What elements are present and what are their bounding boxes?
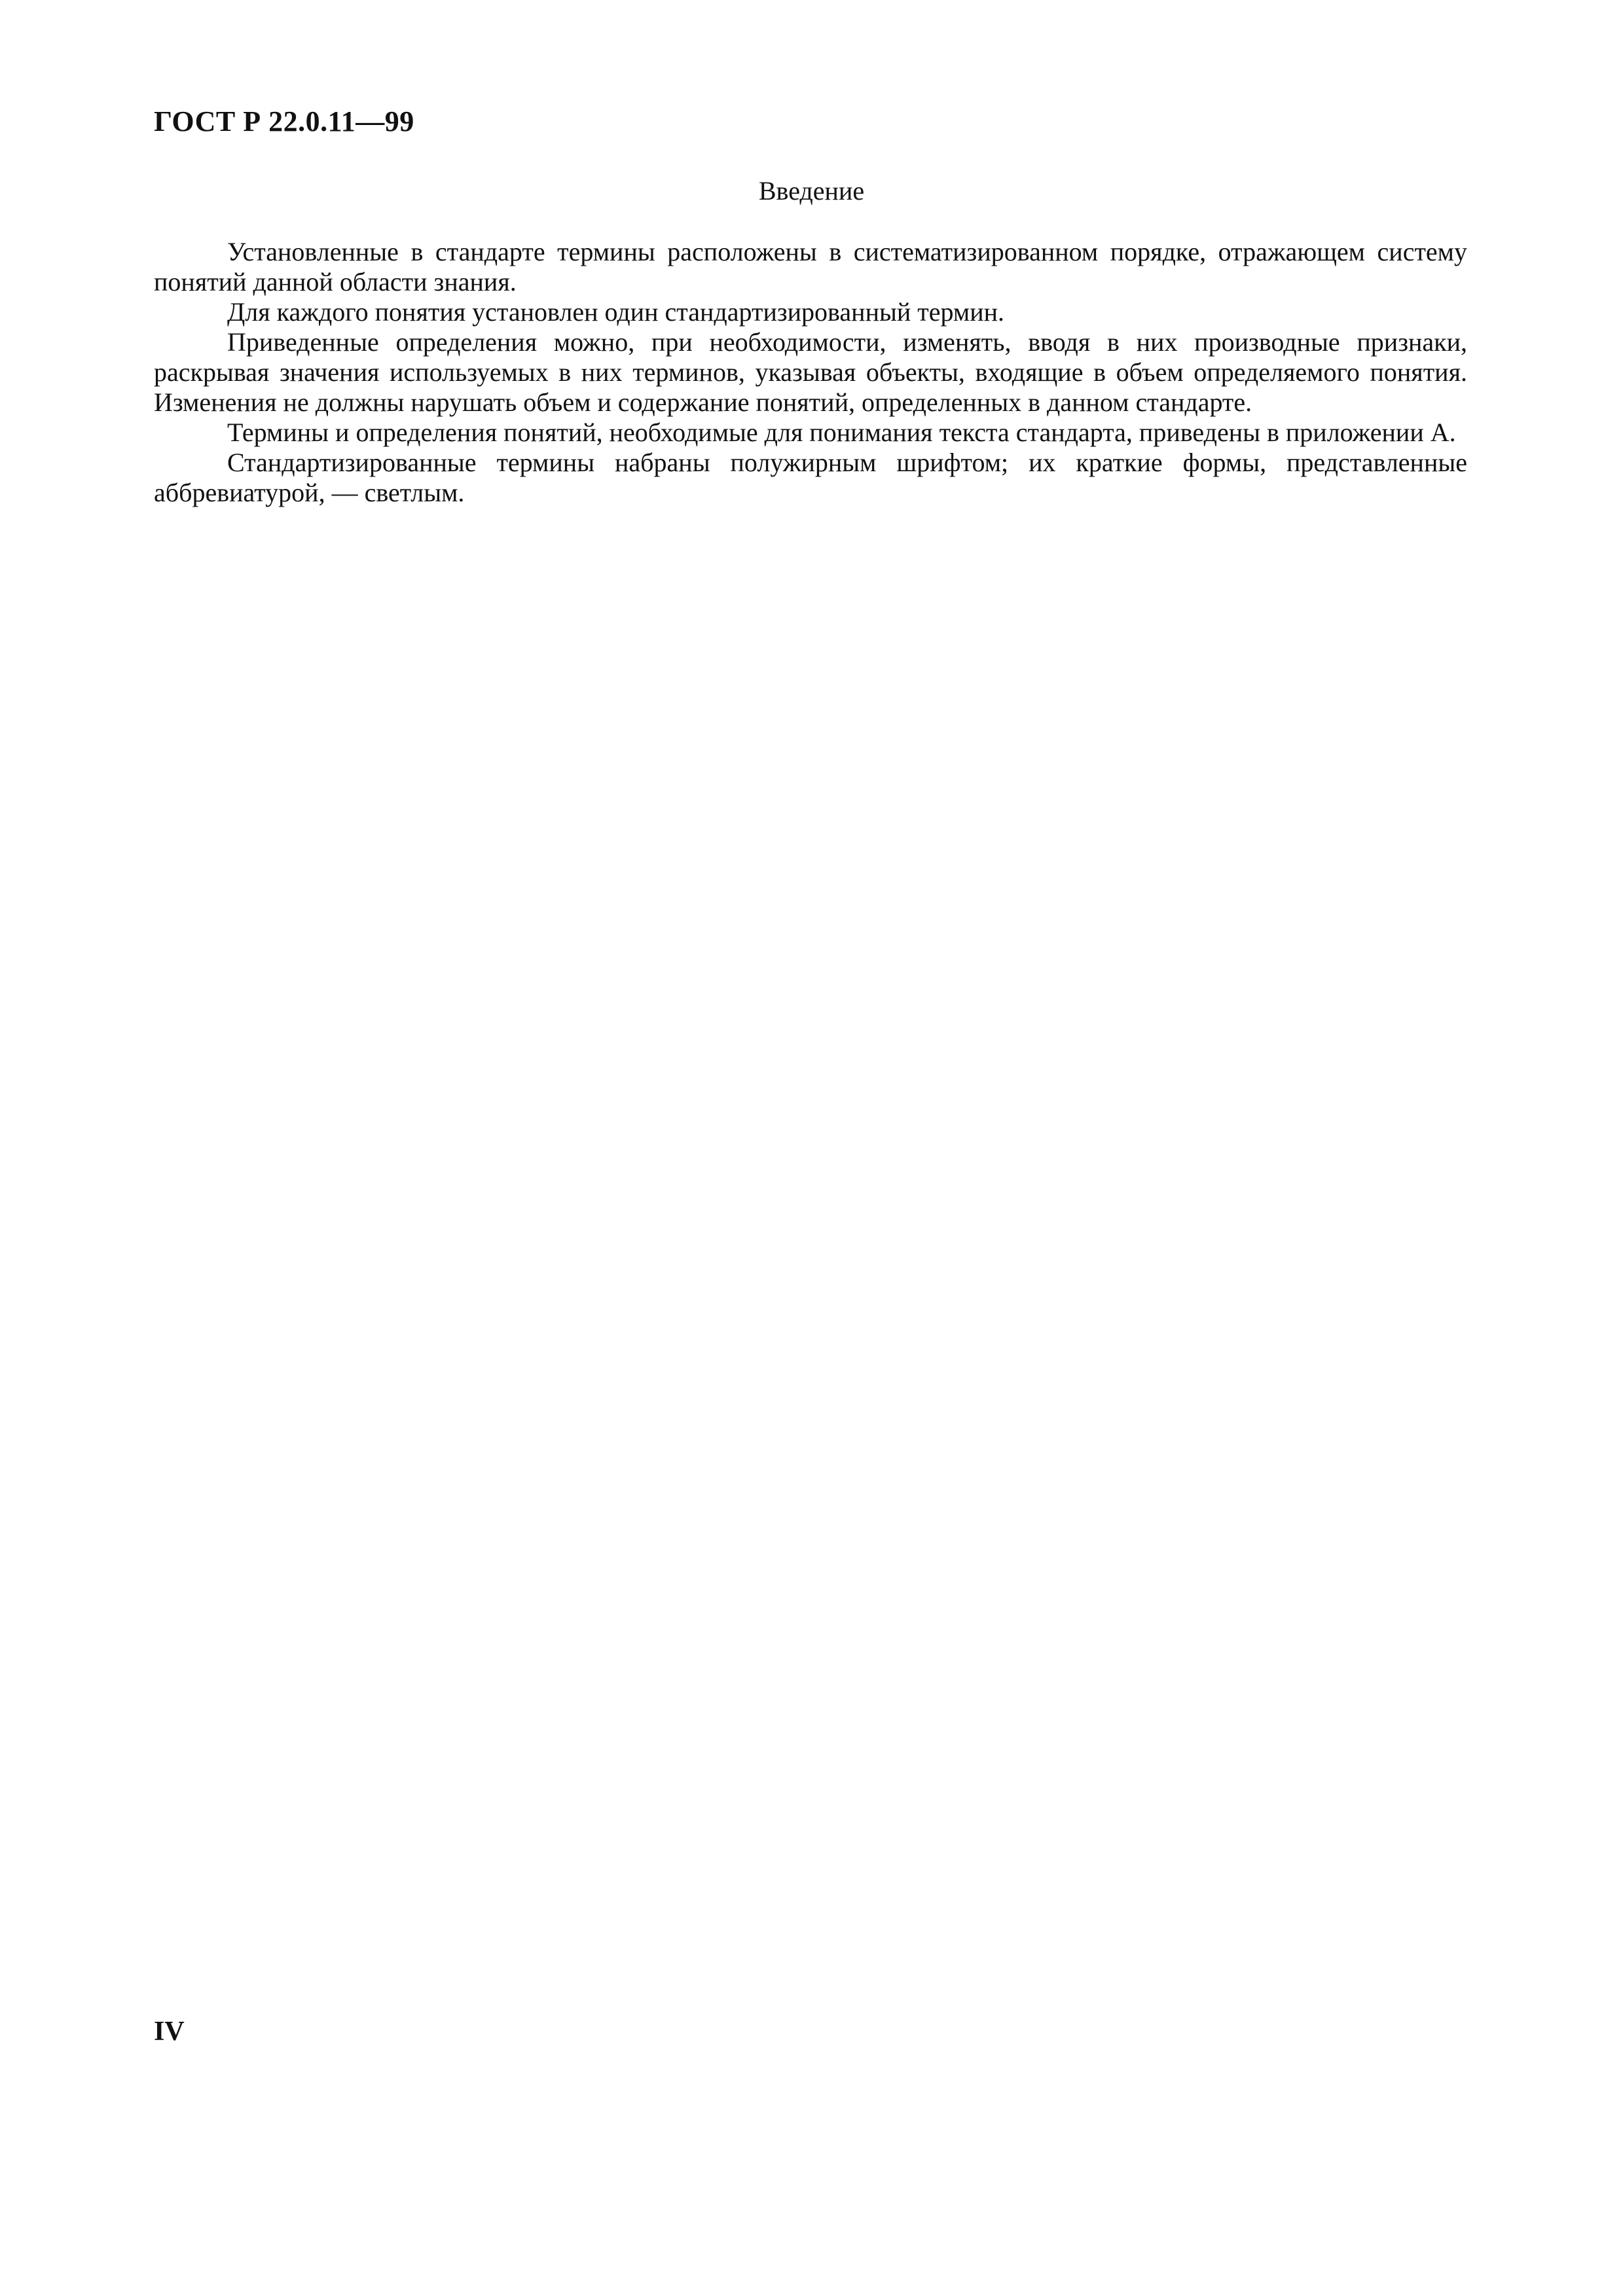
paragraph: Стандартизированные термины набраны полужирным шрифтом; их краткие формы, представленные аббревиатурой, — светлым. [154, 448, 1467, 507]
page-number: IV [154, 2017, 185, 2047]
paragraph: Термины и определения понятий, необходимые для понимания текста стандарта, приведены в приложении А. [227, 418, 1456, 447]
body-text [154, 237, 1467, 508]
paragraph: Приведенные определения можно, при необходимости, изменять, вводя в них производные признаки, раскрывая значения используемых в них терминов, указывая объекты, входящие в объем определяемого понятия. Изменения не должны нарушать объем и содержание понятий, определенных в данном стандарте. [154, 327, 1467, 417]
paragraph: Для каждого понятия установлен один стандартизированный термин. [227, 297, 1005, 327]
section-title: Введение [758, 176, 865, 206]
paragraph: Установленные в стандарте термины расположены в систематизированном порядке, отражающем систему понятий данной области знания. [154, 237, 1467, 296]
document-code: ГОСТ Р 22.0.11—99 [154, 105, 414, 137]
